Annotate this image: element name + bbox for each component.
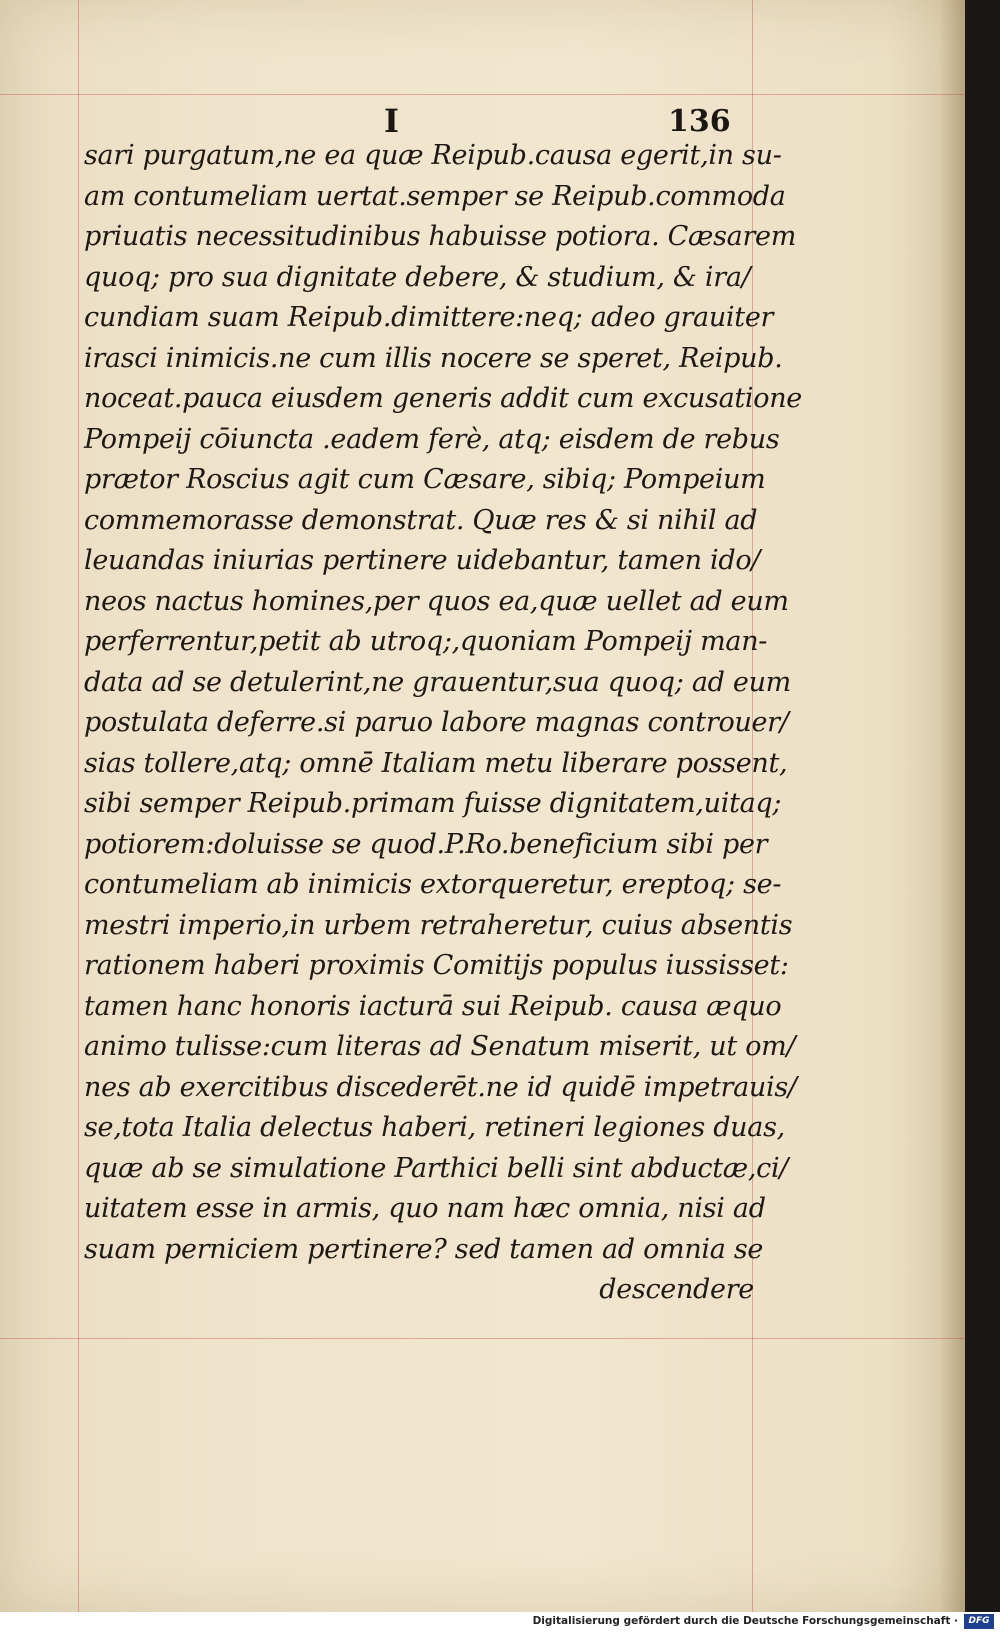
text-line: leuandas iniurias pertinere uidebantur, tamen ido/: [84, 545, 761, 576]
text-line: commemorasse demonstrat. Quæ res & si nihil ad: [84, 504, 758, 536]
text-line: contumeliam ab inimicis extorqueretur, ereptoq; se-: [84, 869, 782, 900]
text-line: prætor Roscius agit cum Cæsare, sibiq; Pompeium: [84, 464, 766, 495]
text-line: sias tollere,atq; omnē Italiam metu liberare possent,: [84, 747, 788, 779]
text-line: postulata deferre.si paruo labore magnas controuer/: [84, 707, 789, 738]
margin-rule-left: [78, 0, 79, 1612]
text-line: tamen hanc honoris iacturā sui Reipub. causa æquo: [84, 990, 782, 1022]
text-line: sari purgatum,ne ea quæ Reipub.causa egerit,in su-: [84, 140, 782, 171]
signature-mark: I: [384, 102, 399, 140]
text-line: quæ ab se simulatione Parthici belli sint abductæ,ci/: [84, 1152, 789, 1184]
text-line: am contumeliam uertat.semper se Reipub.commoda: [84, 180, 786, 212]
dfg-logo-icon: DFG: [964, 1614, 994, 1629]
text-line: animo tulisse:cum literas ad Senatum miserit, ut om/: [84, 1031, 796, 1062]
text-line: data ad se detulerint,ne grauentur,sua quoq; ad eum: [84, 666, 791, 698]
margin-rule-bottom: [0, 1338, 965, 1339]
text-line: neos nactus homines,per quos ea,quæ uellet ad eum: [84, 585, 789, 617]
text-line: noceat.pauca eiusdem generis addit cum excusatione: [84, 383, 802, 414]
text-line: Pompeij cōiuncta .eadem ferè, atq; eisdem de rebus: [84, 423, 780, 455]
catchword: descendere: [599, 1274, 754, 1305]
text-line: rationem haberi proximis Comitijs populus iussisset:: [84, 950, 789, 981]
margin-rule-top: [0, 94, 965, 95]
text-line: uitatem esse in armis, quo nam hæc omnia, nisi ad: [84, 1193, 766, 1224]
folio-number: 136: [668, 104, 731, 139]
text-line: quoq; pro sua dignitate debere, & studium, & ira/: [84, 261, 751, 293]
text-line: sibi semper Reipub.primam fuisse dignitatem,uitaq;: [84, 788, 782, 819]
text-line: priuatis necessitudinibus habuisse potiora. Cæsarem: [84, 221, 797, 252]
funding-credit: Digitalisierung gefördert durch die Deutsche Forschungsgemeinschaft ·: [532, 1615, 958, 1627]
body-text: [84, 136, 802, 1311]
text-line: mestri imperio,in urbem retraheretur, cuius absentis: [84, 909, 793, 941]
footer-bar: [0, 1612, 1000, 1632]
text-line: se,tota Italia delectus haberi, retineri legiones duas,: [84, 1112, 785, 1143]
text-line: nes ab exercitibus discederēt.ne id quidē impetrauis/: [84, 1071, 797, 1103]
text-line: potiorem:doluisse se quod.P.Ro.beneficium sibi per: [84, 828, 768, 860]
text-line: irasci inimicis.ne cum illis nocere se speret, Reipub.: [84, 342, 783, 374]
text-line: suam perniciem pertinere? sed tamen ad omnia se: [84, 1233, 764, 1265]
text-line: perferrentur,petit ab utroq;,quoniam Pompeij man-: [84, 626, 768, 657]
text-line: cundiam suam Reipub.dimittere:neq; adeo grauiter: [84, 302, 774, 333]
